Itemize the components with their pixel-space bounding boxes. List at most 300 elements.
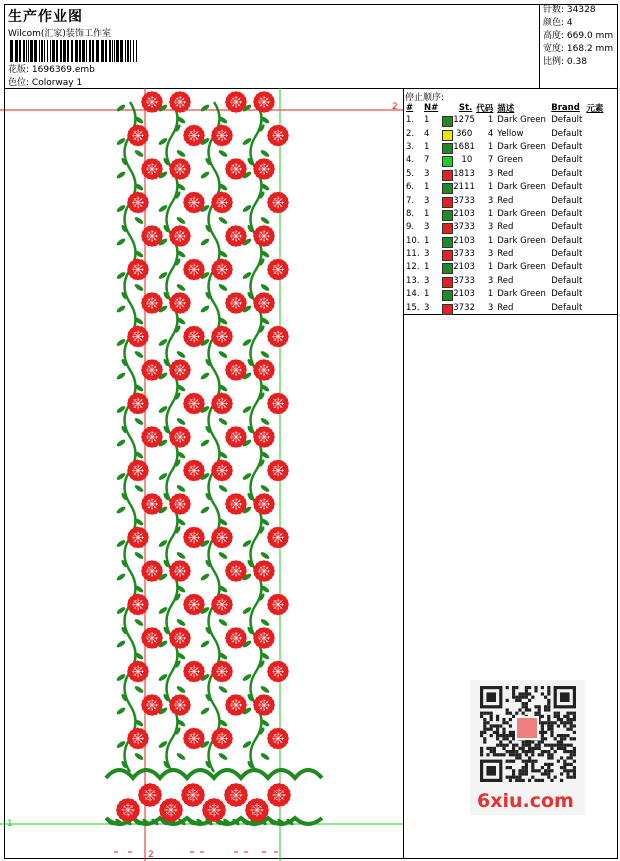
marker-left: 1 — [7, 819, 13, 829]
qr-module — [525, 763, 528, 766]
row-brand: Default — [551, 195, 583, 206]
qr-module — [573, 750, 576, 753]
barcode-bar — [125, 40, 126, 62]
row-brand: Default — [551, 222, 583, 233]
barcode-bar — [86, 40, 87, 62]
flower-motif — [169, 627, 191, 649]
row-element — [584, 114, 605, 127]
watermark-text: 6xiu.com — [477, 790, 574, 812]
qr-module — [547, 715, 550, 718]
qr-module — [525, 769, 528, 772]
qr-module — [499, 734, 502, 737]
stats-panel — [539, 4, 619, 88]
row-index: 8. — [406, 208, 415, 219]
flower-motif — [253, 627, 275, 649]
qr-module — [570, 718, 573, 721]
flower-motif — [245, 798, 269, 822]
qr-module — [480, 750, 483, 753]
color-swatch — [442, 304, 453, 315]
qr-module — [506, 686, 509, 689]
qr-module — [547, 699, 550, 702]
barcode-bar — [96, 40, 99, 62]
qr-module — [525, 766, 528, 769]
qr-module — [502, 734, 505, 737]
qr-module — [518, 772, 521, 775]
qr-module — [541, 750, 544, 753]
qr-module — [515, 776, 518, 779]
color-swatch — [442, 156, 453, 167]
qr-module — [496, 728, 499, 731]
flower-motif — [141, 560, 163, 582]
row-code: 7 — [487, 155, 494, 166]
qr-module — [531, 763, 534, 766]
qr-module — [525, 702, 528, 705]
qr-module — [493, 750, 496, 753]
col-brand: Brand — [551, 102, 580, 113]
flower-motif — [127, 393, 149, 415]
flower-motif — [183, 460, 205, 482]
flower-motif — [267, 783, 291, 807]
qr-module — [512, 769, 515, 772]
flower-motif — [183, 326, 205, 348]
qr-module — [557, 734, 560, 737]
qr-module — [531, 776, 534, 779]
qr-module — [531, 766, 534, 769]
barcode-bar — [127, 40, 129, 62]
qr-module — [518, 696, 521, 699]
qr-module — [496, 731, 499, 734]
row-brand: Default — [551, 235, 583, 246]
qr-module — [512, 772, 515, 775]
row-index: 6. — [406, 182, 415, 193]
qr-module — [509, 779, 512, 782]
table-row — [404, 248, 605, 261]
flower-motif — [141, 359, 163, 381]
flower-motif — [253, 560, 275, 582]
qr-finder — [560, 692, 570, 702]
qr-module — [573, 737, 576, 740]
leaf-motif — [116, 304, 127, 313]
leaf-motif — [116, 103, 127, 112]
qr-module — [483, 718, 486, 721]
leaf-motif — [218, 283, 229, 292]
qr-module — [550, 721, 553, 724]
qr-module — [563, 721, 566, 724]
row-stitches: 360 — [440, 127, 474, 140]
qr-module — [547, 776, 550, 779]
qr-module — [550, 744, 553, 747]
qr-module — [573, 772, 576, 775]
qr-module — [512, 731, 515, 734]
qr-module — [512, 747, 515, 750]
qr-module — [570, 744, 573, 747]
flower-motif — [211, 527, 233, 549]
leaf-motif — [176, 752, 187, 761]
row-description: Dark Green — [497, 115, 546, 126]
leaf-motif — [200, 706, 211, 715]
row-brand: Default — [551, 302, 583, 313]
leaf-motif — [176, 484, 187, 493]
barcode-bar — [28, 40, 29, 62]
qr-module — [557, 744, 560, 747]
qr-module — [528, 708, 531, 711]
row-description: Dark Green — [497, 235, 546, 246]
qr-module — [550, 724, 553, 727]
leaf-motif — [176, 417, 187, 426]
row-code: 3 — [487, 249, 494, 260]
qr-module — [502, 721, 505, 724]
table-row — [404, 208, 605, 221]
qr-module — [566, 721, 569, 724]
row-brand: Default — [551, 289, 583, 300]
flower-motif — [253, 359, 275, 381]
qr-module — [550, 779, 553, 782]
barcode-bar — [26, 40, 27, 62]
qr-module — [522, 740, 525, 743]
flower-motif — [127, 460, 149, 482]
qr-module — [566, 776, 569, 779]
qr-module — [502, 737, 505, 740]
qr-module — [522, 692, 525, 695]
flower-motif — [127, 259, 149, 281]
qr-module — [531, 696, 534, 699]
qr-module — [512, 692, 515, 695]
qr-module — [544, 731, 547, 734]
qr-module — [550, 747, 553, 750]
leaf-motif — [134, 484, 145, 493]
row-description: Dark Green — [497, 289, 546, 300]
row-description: Red — [497, 222, 514, 233]
row-code: 1 — [487, 182, 494, 193]
qr-module — [573, 766, 576, 769]
qr-module — [506, 699, 509, 702]
qr-module — [512, 776, 515, 779]
qr-module — [493, 753, 496, 756]
qr-module — [528, 740, 531, 743]
qr-module — [493, 747, 496, 750]
leaf-motif — [260, 752, 271, 761]
qr-module — [496, 724, 499, 727]
qr-module — [573, 747, 576, 750]
flower-motif — [127, 527, 149, 549]
qr-module — [499, 744, 502, 747]
qr-module — [547, 686, 550, 689]
flower-motif — [225, 493, 247, 515]
barcode-bar — [101, 40, 104, 62]
qr-module — [570, 756, 573, 759]
qr-module — [531, 740, 534, 743]
qr-module — [534, 686, 537, 689]
qr-module — [541, 731, 544, 734]
table-row — [404, 261, 605, 274]
leaf-motif — [260, 618, 271, 627]
row-needle: 4 — [424, 128, 430, 139]
qr-module — [512, 715, 515, 718]
qr-finder — [486, 692, 496, 702]
qr-module — [509, 776, 512, 779]
barcode-bar — [10, 40, 13, 62]
qr-module — [522, 702, 525, 705]
qr-module — [570, 769, 573, 772]
qr-module — [547, 692, 550, 695]
color-swatch — [442, 290, 453, 301]
barcode-bar — [79, 40, 81, 62]
qr-module — [522, 750, 525, 753]
barcode-bar — [82, 40, 85, 62]
qr-module — [512, 744, 515, 747]
qr-module — [560, 734, 563, 737]
colorway-value: Colorway 1 — [31, 78, 83, 88]
leaf-motif — [218, 350, 229, 359]
qr-module — [544, 750, 547, 753]
qr-module — [515, 686, 518, 689]
leaf-motif — [218, 216, 229, 225]
row-needle: 7 — [424, 155, 430, 166]
qr-module — [547, 721, 550, 724]
row-element — [584, 235, 605, 248]
row-element — [584, 248, 605, 261]
flower-motif — [267, 259, 289, 281]
row-description: Red — [497, 168, 514, 179]
qr-module — [509, 750, 512, 753]
leaf-motif — [260, 350, 271, 359]
qr-module — [547, 753, 550, 756]
flower-motif — [225, 359, 247, 381]
leaf-motif — [134, 216, 145, 225]
qr-module — [570, 753, 573, 756]
qr-module — [506, 737, 509, 740]
flower-motif — [183, 728, 205, 750]
flower-motif — [267, 326, 289, 348]
qr-module — [528, 686, 531, 689]
qr-module — [570, 712, 573, 715]
qr-module — [490, 728, 493, 731]
flower-motif — [183, 125, 205, 147]
design-file-line — [8, 62, 95, 75]
qr-module — [515, 753, 518, 756]
table-row — [404, 127, 605, 140]
qr-module — [566, 744, 569, 747]
qr-module — [490, 715, 493, 718]
stat-height: 高度: 669.0 mm — [543, 31, 614, 41]
barcode-bar — [41, 40, 43, 62]
qr-module — [522, 705, 525, 708]
qr-module — [499, 740, 502, 743]
flower-motif — [225, 292, 247, 314]
row-description: Dark Green — [497, 262, 546, 273]
flower-motif — [202, 798, 226, 822]
leaf-motif — [116, 438, 127, 447]
qr-module — [560, 740, 563, 743]
leaf-motif — [200, 237, 211, 246]
color-swatch — [442, 250, 453, 261]
qr-module — [541, 753, 544, 756]
qr-module — [509, 712, 512, 715]
row-element — [584, 181, 605, 194]
row-index: 3. — [406, 141, 415, 152]
qr-module — [531, 750, 534, 753]
table-row — [404, 181, 605, 194]
color-swatch — [442, 263, 453, 274]
qr-module — [486, 753, 489, 756]
qr-module — [512, 760, 515, 763]
flower-motif — [211, 192, 233, 214]
qr-module — [496, 744, 499, 747]
flower-motif — [267, 527, 289, 549]
qr-module — [544, 772, 547, 775]
qr-module — [570, 721, 573, 724]
qr-module — [515, 712, 518, 715]
qr-module — [509, 734, 512, 737]
leaf-motif — [176, 551, 187, 560]
row-stitches: 3733 — [440, 248, 474, 261]
qr-module — [563, 763, 566, 766]
row-stitches: 2103 — [440, 288, 474, 301]
flower-motif — [169, 225, 191, 247]
col-needle: N# — [424, 102, 439, 113]
leaf-motif — [116, 505, 127, 514]
flower-motif — [211, 393, 233, 415]
leaf-motif — [218, 484, 229, 493]
qr-module — [525, 740, 528, 743]
qr-module — [554, 737, 557, 740]
row-description: Red — [497, 302, 514, 313]
qr-module — [525, 760, 528, 763]
qr-module — [547, 766, 550, 769]
qr-module — [480, 734, 483, 737]
color-swatch — [442, 143, 453, 154]
flower-motif — [267, 192, 289, 214]
qr-module — [560, 721, 563, 724]
row-code: 3 — [487, 195, 494, 206]
qr-module — [544, 721, 547, 724]
qr-module — [525, 744, 528, 747]
qr-module — [496, 753, 499, 756]
qr-module — [547, 772, 550, 775]
qr-module — [480, 747, 483, 750]
leaf-motif — [218, 752, 229, 761]
row-index: 12. — [406, 262, 420, 273]
qr-finder — [486, 766, 496, 776]
qr-module — [563, 737, 566, 740]
qr-module — [515, 779, 518, 782]
color-swatch — [442, 210, 453, 221]
barcode-bar — [47, 40, 48, 62]
qr-module — [509, 718, 512, 721]
row-brand: Default — [551, 168, 583, 179]
row-description: Dark Green — [497, 208, 546, 219]
qr-module — [528, 760, 531, 763]
qr-module — [557, 718, 560, 721]
qr-module — [502, 744, 505, 747]
row-description: Dark Green — [497, 182, 546, 193]
row-index: 5. — [406, 168, 415, 179]
barcode-bar — [15, 40, 18, 62]
barcode-bar — [67, 40, 69, 62]
qr-module — [541, 734, 544, 737]
flower-motif — [211, 460, 233, 482]
qr-module — [573, 718, 576, 721]
barcode-bar — [114, 40, 115, 62]
flower-motif — [127, 728, 149, 750]
row-needle: 3 — [424, 302, 430, 313]
qr-module — [528, 699, 531, 702]
row-index: 9. — [406, 222, 415, 233]
row-stitches: 10 — [440, 154, 474, 167]
flower-motif — [267, 460, 289, 482]
flower-motif — [267, 728, 289, 750]
row-code: 3 — [487, 222, 494, 233]
qr-module — [566, 718, 569, 721]
table-row — [404, 221, 605, 234]
color-swatch — [442, 237, 453, 248]
qr-module — [509, 760, 512, 763]
color-swatch — [442, 223, 453, 234]
row-code: 3 — [487, 168, 494, 179]
row-stitches: 3733 — [440, 221, 474, 234]
flower-motif — [141, 292, 163, 314]
qr-module — [506, 744, 509, 747]
stop-sequence-table — [404, 101, 605, 315]
row-element — [584, 208, 605, 221]
flower-motif — [127, 125, 149, 147]
barcode-bar — [92, 40, 94, 62]
qr-module — [538, 747, 541, 750]
qr-module — [573, 731, 576, 734]
qr-module — [570, 750, 573, 753]
qr-module — [550, 756, 553, 759]
qr-module — [541, 724, 544, 727]
qr-module — [483, 731, 486, 734]
qr-module — [541, 740, 544, 743]
flower-motif — [141, 694, 163, 716]
color-swatch — [442, 277, 453, 288]
row-stitches: 1681 — [440, 141, 474, 154]
qr-module — [557, 760, 560, 763]
qr-module — [570, 763, 573, 766]
stat-width: 宽度: 168.2 mm — [543, 44, 614, 54]
row-code: 1 — [487, 289, 494, 300]
qr-module — [525, 705, 528, 708]
qr-module — [557, 724, 560, 727]
barcode-bar — [112, 40, 113, 62]
row-element — [584, 301, 605, 314]
barcode-bar — [30, 40, 33, 62]
leaf-motif — [116, 706, 127, 715]
qr-module — [499, 753, 502, 756]
qr-module — [496, 734, 499, 737]
col-description: 描述 — [497, 103, 515, 114]
leaf-motif — [134, 685, 145, 694]
qr-module — [544, 744, 547, 747]
qr-module — [544, 769, 547, 772]
colorway-line — [8, 75, 82, 88]
qr-module — [550, 731, 553, 734]
flower-motif — [253, 694, 275, 716]
flower-motif — [169, 560, 191, 582]
qr-module — [528, 692, 531, 695]
barcode-bar — [120, 40, 123, 62]
barcode-bar — [75, 40, 78, 62]
flower-motif — [253, 91, 275, 113]
row-needle: 1 — [424, 289, 430, 300]
color-swatch — [442, 197, 453, 208]
barcode-bar — [56, 40, 58, 62]
qr-module — [547, 689, 550, 692]
leaf-motif — [200, 103, 211, 112]
row-description: Yellow — [497, 128, 524, 139]
qr-module — [490, 718, 493, 721]
